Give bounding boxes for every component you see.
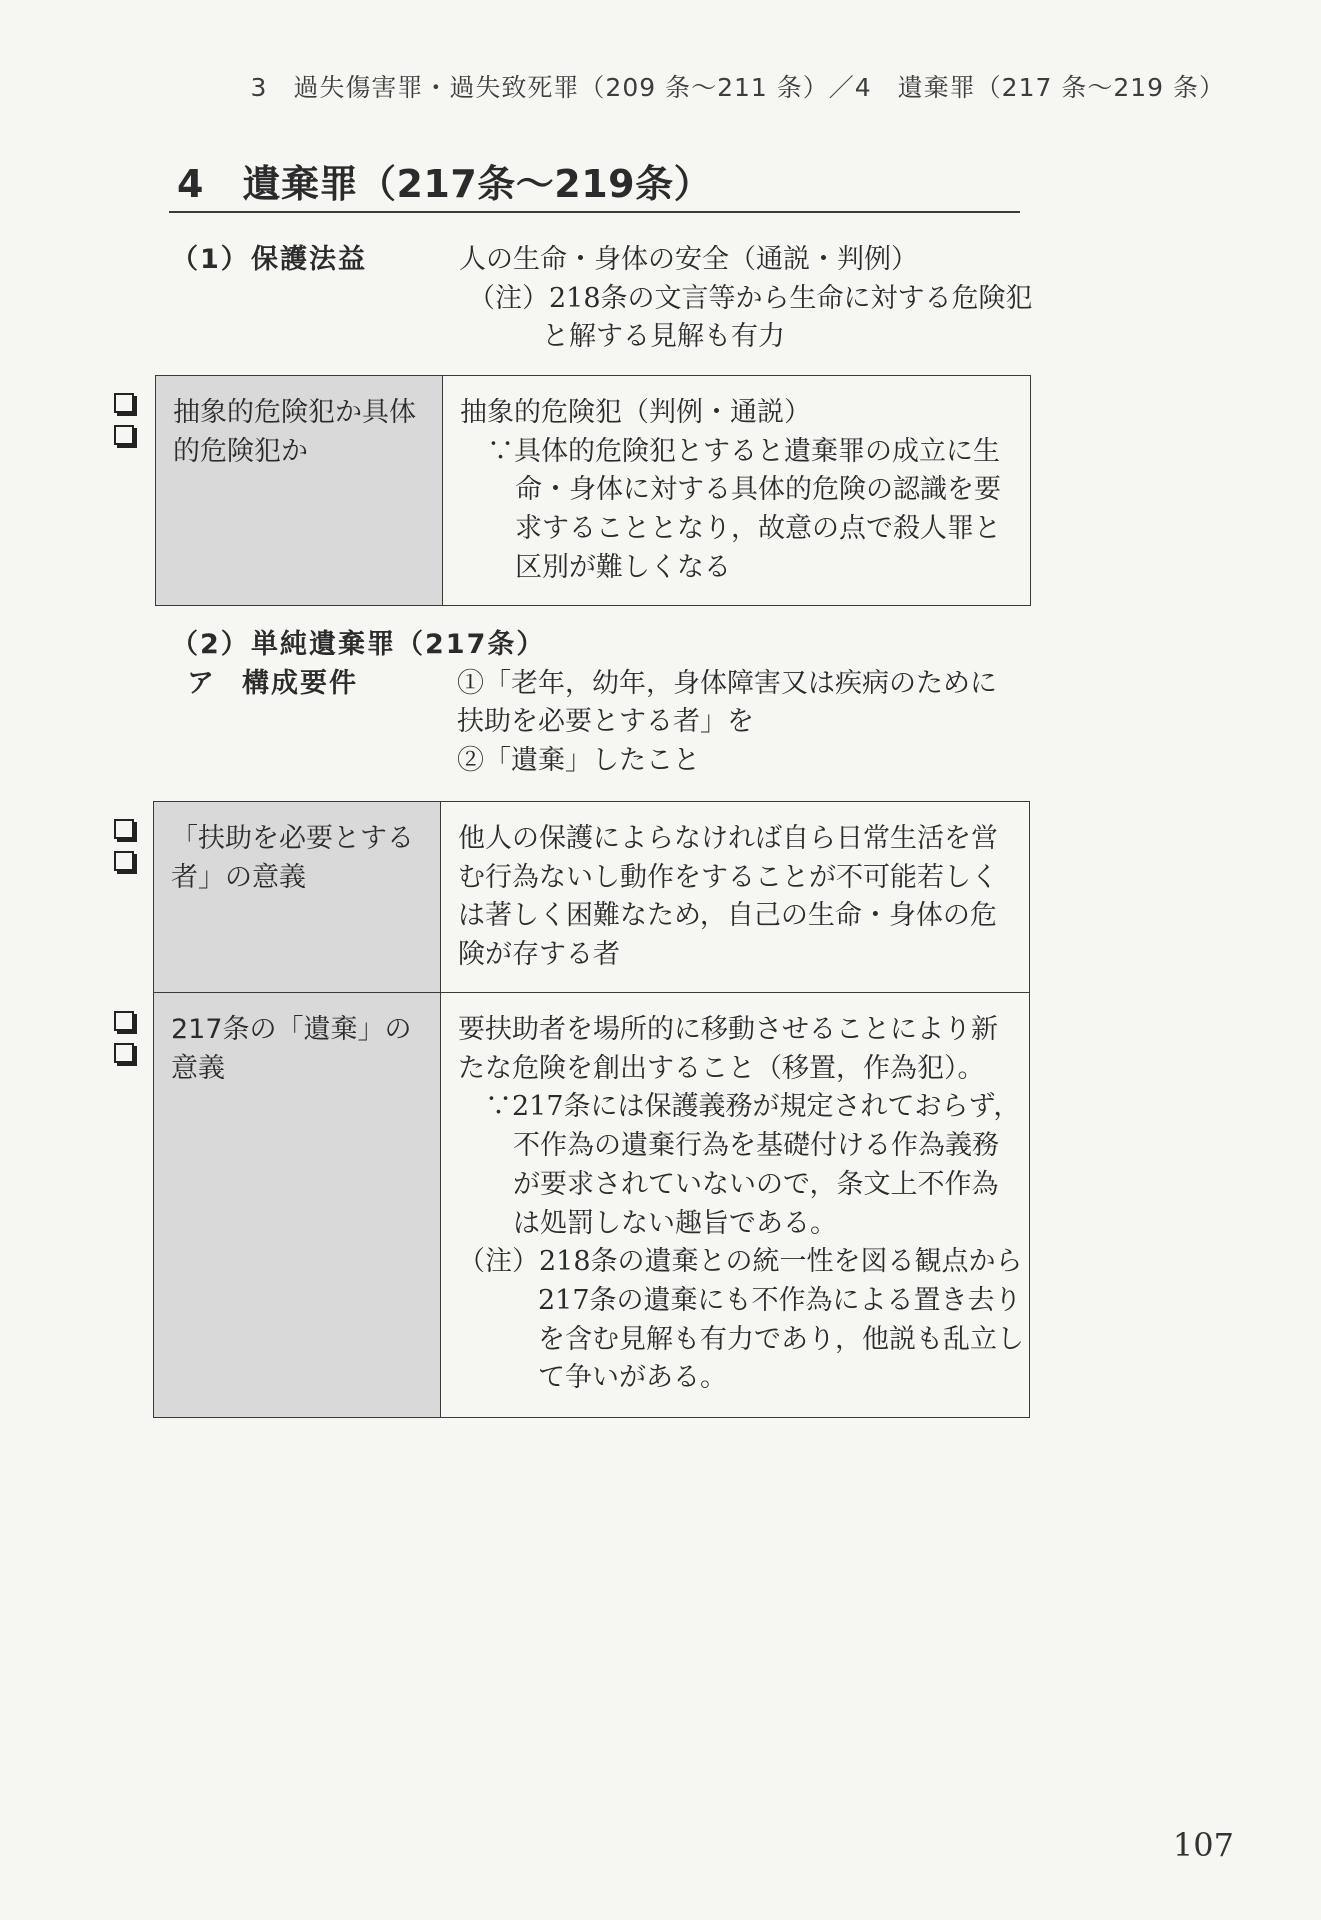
table-row [156,376,1030,605]
item-heading: 構成要件 [242,668,358,699]
label-line: 「扶助を必要とする [171,823,414,854]
content-line: 険が存する者 [458,939,620,971]
issue-label-cell [154,802,441,992]
content-line: む行為ないし動作をすることが不可能若しく [458,861,998,893]
note-line: 217条の遺棄にも不作為による置き去り [538,1284,1022,1316]
body-line: 人の生命・身体の安全（通説・判例） [459,244,918,275]
note-line: を含む見解も有力であり，他説も乱立し [538,1323,1024,1355]
note-line: （注）218条の遺棄との統一性を図る観点から [458,1246,1023,1278]
requirement-line: ②「遺棄」したこと [457,745,700,776]
content-line: は処罰しない趣旨である。 [513,1207,837,1239]
content-line: ∵217条には保護義務が規定されておらず， [485,1091,1021,1123]
checkbox-icon [114,1043,134,1063]
content-line: は著しく困難なため，自己の生命・身体の危 [458,900,997,932]
issue-content-cell [443,376,1030,605]
label-line: 217条の「遺棄」の [171,1014,412,1045]
note-line: と解する見解も有力 [542,321,785,352]
item-marker: ア [187,668,216,699]
note-line: て争いがある。 [538,1362,727,1394]
subsection-number: （2） [171,629,250,660]
label-line: 者」の意義 [171,861,306,893]
issue-table-1 [155,375,1031,606]
note-line: （注）218条の文言等から生命に対する危険犯 [468,283,1033,314]
content-line: 要扶助者を場所的に移動させることにより新 [458,1014,998,1045]
subsection-heading: 単純遺棄罪（217条） [251,629,546,660]
issue-label-cell [154,993,441,1417]
issue-label-cell [156,376,443,605]
subsection-heading: 保護法益 [251,244,367,275]
content-line: ∵具体的危険犯とすると遺棄罪の成立に生 [487,435,1000,467]
content-line: 他人の保護によらなければ自ら日常生活を営 [458,823,998,854]
content-line: 抽象的危険犯（判例・通説） [460,397,811,428]
label-line: 的危険犯か [173,435,308,467]
content-line: が要求されていないので，条文上不作為 [513,1168,999,1200]
requirement-line: 扶助を必要とする者」を [457,706,754,737]
issue-content-cell [441,993,1029,1417]
section-title: 4 遺棄罪（217条〜219条） [177,162,713,206]
content-line: たな危険を創出すること（移置，作為犯）。 [458,1052,985,1084]
checkbox-icon [114,819,134,839]
checkbox-icon [114,851,134,871]
running-header: 3 過失傷害罪・過失致死罪（209 条〜211 条）／4 遺棄罪（217 条〜219 条） [250,73,1225,102]
content-line: 不作為の遺棄行為を基礎付ける作為義務 [513,1130,999,1162]
checkbox-icon [114,393,134,413]
checkbox-icon [114,1011,134,1031]
subsection-number: （1） [171,244,250,275]
table-row [154,802,1029,992]
issue-content-cell [441,802,1029,992]
page-number: 107 [1172,1826,1234,1864]
table-row [154,992,1029,1417]
content-line: 区別が難しくなる [515,551,731,583]
label-line: 意義 [171,1052,225,1084]
checkbox-icon [114,425,134,445]
content-line: 命・身体に対する具体的危険の認識を要 [515,474,1001,506]
issue-table-2 [153,801,1030,1418]
title-underline [169,211,1020,213]
label-line: 抽象的危険犯か具体 [173,397,416,428]
content-line: 求することとなり，故意の点で殺人罪と [515,513,1001,545]
requirement-line: ①「老年，幼年，身体障害又は疾病のために [457,668,997,699]
